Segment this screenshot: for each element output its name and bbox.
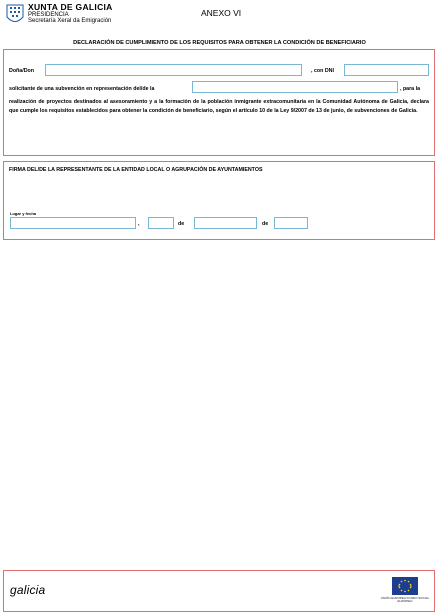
name-field[interactable]: [45, 64, 302, 76]
de-label-1: de: [178, 221, 185, 227]
place-date-label: Lugar y fecha: [10, 211, 37, 216]
footer-box: [3, 570, 435, 612]
representation-label: solicitante de una subvención en representación del/de la: [9, 86, 155, 92]
declaration-body: realización de proyectos destinados al asesoramiento y a la formación de la población inmigrante extracomunitaria en la Comunidad Autónoma de Galicia, declara que cumple los requisitos establecidos para obtener la condición de beneficiario, según el artículo 10 de la Ley 9/2007 de 13 de junio, de subvenciones de Galicia.: [9, 99, 429, 114]
signature-title: FIRMA DEL/DE LA REPRESENTANTE DE LA ENTIDAD LOCAL O AGRUPACIÓN DE AYUNTAMIENTOS: [9, 167, 263, 173]
de-label-2: de: [262, 221, 269, 227]
org-department: PRESIDENCIA: [28, 12, 69, 18]
dni-label: , con DNI: [311, 68, 334, 74]
eu-flag-icon: [392, 577, 418, 595]
entity-field[interactable]: [192, 81, 398, 93]
org-name: XUNTA DE GALICIA: [28, 2, 113, 12]
year-field[interactable]: [274, 217, 308, 229]
eu-text: UNIÓN EUROPEA FONDO SOCIAL EUROPEO: [380, 596, 430, 604]
org-subdepartment: Secretaría Xeral da Emigración: [28, 18, 112, 24]
place-field[interactable]: [10, 217, 136, 229]
para-la-label: , para la: [400, 86, 421, 92]
annex-title: ANEXO VI: [201, 8, 242, 18]
galicia-logo: galicia: [10, 583, 46, 597]
xunta-shield-icon: [6, 4, 24, 25]
declaration-title: DECLARACIÓN DE CUMPLIMIENTO DE LOS REQUISITOS PARA OBTENER LA CONDICIÓN DE BENEFICIARIO: [73, 40, 366, 46]
month-field[interactable]: [194, 217, 257, 229]
dni-field[interactable]: [344, 64, 429, 76]
name-label: Doña/Don: [9, 68, 35, 74]
day-field[interactable]: [148, 217, 174, 229]
comma-label: ,: [138, 221, 140, 227]
